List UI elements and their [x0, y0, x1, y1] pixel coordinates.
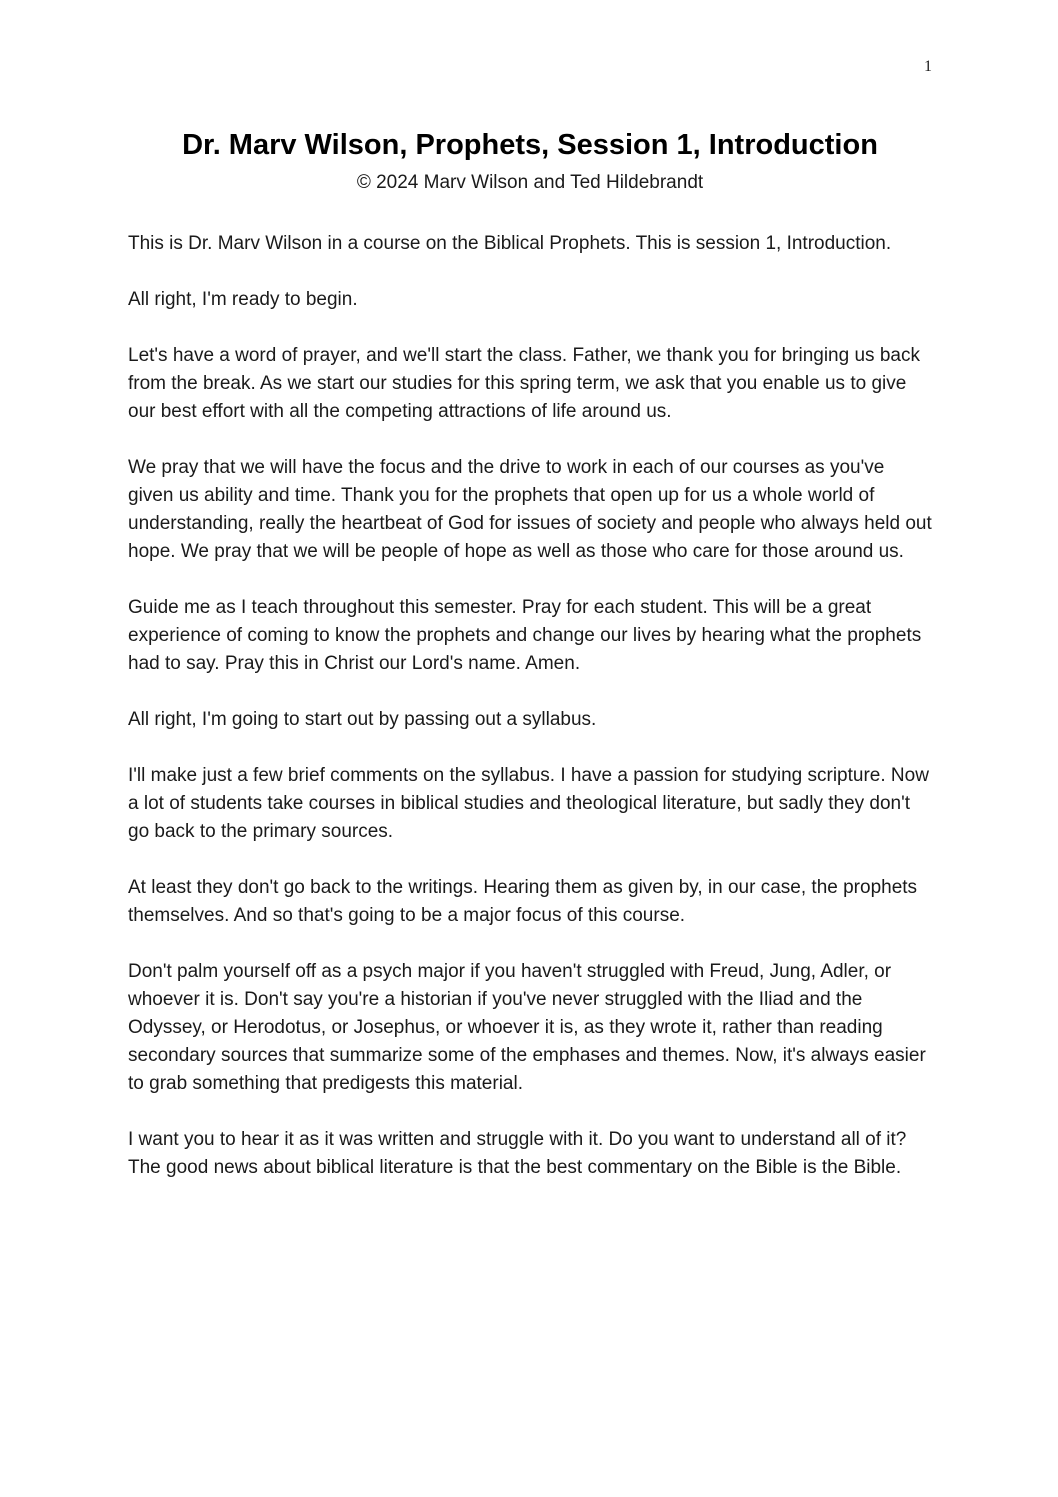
paragraph: At least they don't go back to the writings. Hearing them as given by, in our case, the prophets themselves. And so that's going to be a major focus of this course.: [128, 877, 918, 926]
paragraph: This is Dr. Marv Wilson in a course on the Biblical Prophets. This is session 1, Introduction.: [128, 233, 892, 254]
document-title: Dr. Marv Wilson, Prophets, Session 1, Introduction: [182, 129, 878, 161]
paragraph: Don't palm yourself off as a psych major if you haven't struggled with Freud, Jung, Adler, or whoever it is. Don't say you're a historian if you've never struggled with the Iliad and the Odyssey, or Herodotus, or Josephus, or whoever it is, as they wrote it, rather than reading secondary sources that summarize some of the emphases and themes. Now, it's always easier to grab something that predigests this material.: [128, 961, 926, 1094]
paragraph: We pray that we will have the focus and the drive to work in each of our courses as you've given us ability and time. Thank you for the prophets that open up for us a whole world of understanding, really the heartbeat of God for issues of society and people who always held out hope. We pray that we will be people of hope as well as those who care for those around us.: [128, 457, 932, 562]
document-content: [128, 126, 932, 1210]
document-body: [128, 230, 932, 1182]
paragraph: Let's have a word of prayer, and we'll start the class. Father, we thank you for bringing us back from the break. As we start our studies for this spring term, we ask that you enable us to give our best effort with all the competing attractions of life around us.: [128, 345, 920, 422]
paragraph: I'll make just a few brief comments on the syllabus. I have a passion for studying scripture. Now a lot of students take courses in biblical studies and theological literature, but sadly they don't go back to the primary sources.: [128, 765, 929, 842]
paragraph: Guide me as I teach throughout this semester. Pray for each student. This will be a great experience of coming to know the prophets and change our lives by hearing what the prophets had to say. Pray this in Christ our Lord's name. Amen.: [128, 597, 922, 674]
document-subtitle: © 2024 Marv Wilson and Ted Hildebrandt: [356, 172, 704, 193]
paragraph: All right, I'm going to start out by passing out a syllabus.: [128, 709, 597, 730]
page-number: 1: [924, 58, 932, 75]
paragraph: All right, I'm ready to begin.: [128, 289, 358, 310]
paragraph: I want you to hear it as it was written and struggle with it. Do you want to understand all of it? The good news about biblical literature is that the best commentary on the Bible is the Bible.: [128, 1129, 907, 1178]
